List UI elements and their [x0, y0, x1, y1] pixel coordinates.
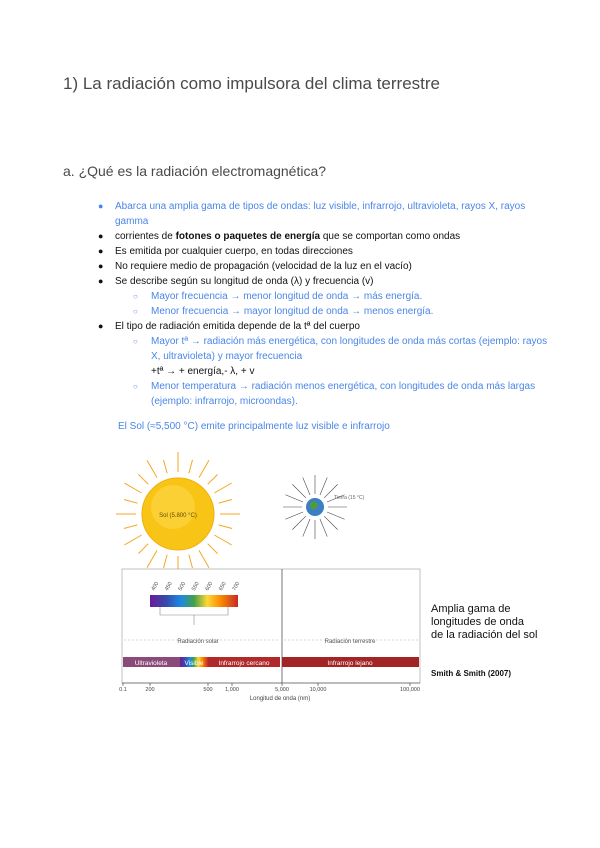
sun-ray: [189, 460, 193, 474]
earth-ray: [324, 516, 337, 529]
axis-tick-label: 200: [145, 687, 155, 693]
axis-tick-label: 5,000: [275, 687, 289, 693]
sun-illustration: [113, 449, 243, 579]
sub-bullet-text: Menor temperatura → radiación menos energética, con longitudes de onda más largas (ejemplo: infrarrojo, microondas).: [151, 381, 536, 407]
sub-bullet-text: Menor frecuencia → mayor longitud de onda → menos energía.: [151, 306, 434, 317]
band-label: Infrarrojo cercano: [218, 660, 270, 667]
sun-ray: [214, 483, 231, 493]
sun-ray: [147, 550, 157, 567]
bullet-dot-icon: ●: [98, 246, 104, 256]
sun-ray: [208, 544, 218, 554]
figure-caption: [431, 603, 537, 642]
spectrum-figure: [120, 567, 422, 702]
list-item: [98, 229, 548, 244]
bullet-circle-icon: ○: [133, 337, 138, 346]
bullet-list: [98, 199, 548, 409]
bullet-circle-icon: ○: [133, 292, 138, 301]
wavelength-tick-label: 600: [204, 581, 215, 592]
wavelength-tick-label: 400: [150, 581, 161, 592]
sun-ray: [208, 474, 218, 484]
wavelength-tick-label: 550: [191, 581, 201, 592]
earth-ray: [285, 512, 303, 519]
axis-ticks: [119, 683, 420, 693]
sun-ray: [219, 525, 233, 529]
earth-illustration: [280, 462, 370, 552]
visible-spectrum-bar: [150, 595, 238, 607]
list-item: [98, 274, 548, 289]
wavelength-tick-label: 500: [177, 581, 188, 592]
earth-ray: [303, 519, 310, 537]
bullet-text-bold: fotones o paquetes de energía: [175, 231, 321, 242]
earth-ray: [320, 477, 327, 495]
sun-ray: [124, 500, 138, 504]
sun-ray: [124, 535, 141, 545]
solar-label: Radiación solar: [177, 639, 219, 645]
sun-ray: [124, 525, 138, 529]
sun-ray: [199, 550, 209, 567]
wavelength-tick-label: 650: [218, 581, 228, 592]
sub-list-item: [98, 379, 548, 409]
band-label: Visible: [184, 660, 204, 667]
heading-2: a. ¿Qué es la radiación electromagnética?: [63, 163, 327, 179]
earth-ray: [320, 519, 327, 537]
sun-ray: [138, 474, 148, 484]
figure-credit: Smith & Smith (2007): [431, 669, 512, 678]
wavelength-tick-label: 450: [164, 581, 174, 592]
axis-tick-label: 500: [203, 687, 213, 693]
sun-ray: [219, 500, 233, 504]
sub-list-item: [98, 334, 548, 364]
bullet-dot-icon: ●: [98, 261, 104, 271]
list-item: [98, 319, 548, 334]
bullet-text: Abarca una amplia gama de tipos de ondas: luz visible, infrarrojo, ultravioleta, rayos X, rayos gamma: [115, 201, 526, 227]
earth-ray: [292, 516, 305, 529]
bullet-text-post: que se comportan como ondas: [320, 231, 461, 242]
bullet-dot-icon: ●: [98, 201, 104, 211]
sub-list-extra-line: +tª → + energía,- λ, + v: [151, 366, 255, 377]
bullet-text: Es emitida por cualquier cuerpo, en todas direcciones: [115, 246, 353, 257]
sun-ray: [147, 460, 157, 477]
earth-ray: [285, 495, 303, 502]
axis-tick-label: 1,000: [225, 687, 239, 693]
wavelength-tick-label: 700: [231, 581, 242, 592]
caption-line: de la radiación del sol: [431, 629, 538, 641]
earth-ray: [292, 484, 305, 497]
sub-bullet-text: Mayor frecuencia → menor longitud de onda → más energía.: [151, 291, 423, 302]
sub-list-item: [98, 304, 548, 319]
bullet-text: Se describe según su longitud de onda (λ) y frecuencia (v): [115, 276, 374, 287]
earth-label: Tierra (15 °C): [334, 495, 365, 501]
bullet-dot-icon: ●: [98, 276, 104, 286]
bullet-circle-icon: ○: [133, 307, 138, 316]
sun-ray: [138, 544, 148, 554]
list-item: [98, 259, 548, 274]
axis-tick-label: 10,000: [309, 687, 327, 693]
sub-list-item: [98, 289, 548, 304]
list-item: [98, 244, 548, 259]
bullet-dot-icon: ●: [98, 321, 104, 331]
sun-ray: [124, 483, 141, 493]
sun-ray: [164, 460, 168, 474]
sun-highlight: [151, 485, 195, 529]
list-item: [98, 199, 548, 229]
earth-ray: [327, 512, 345, 519]
sun-note: El Sol (≈5,500 °C) emite principalmente luz visible e infrarrojo: [118, 421, 390, 432]
sun-label: Sol (5.800 °C): [159, 513, 197, 519]
band-label: Infrarrojo lejano: [327, 660, 373, 667]
bullet-text: No requiere medio de propagación (velocidad de la luz en el vacío): [115, 261, 412, 272]
bullet-text: El tipo de radiación emitida depende de la tª del cuerpo: [115, 321, 360, 332]
axis-label: Longitud de onda (nm): [249, 696, 311, 702]
band-label: Ultravioleta: [134, 660, 168, 667]
axis-tick-label: 100,000: [400, 687, 420, 693]
sun-ray: [214, 535, 231, 545]
heading-1: 1) La radiación como impulsora del clima terrestre: [63, 74, 440, 93]
axis-tick-label: 0.1: [119, 687, 127, 693]
bullet-circle-icon: ○: [133, 382, 138, 391]
sub-bullet-text: Mayor tª → radiación más energética, con longitudes de onda más cortas (ejemplo: rayos X, ultravioleta) y mayor frecuencia: [151, 336, 548, 362]
earth-ray: [303, 477, 310, 495]
caption-line: Amplia gama de: [431, 603, 511, 615]
terrestrial-label: Radiación terrestre: [324, 639, 376, 645]
caption-line: longitudes de onda: [431, 616, 524, 628]
sun-ray: [199, 460, 209, 477]
bullet-text-pre: corrientes de: [115, 231, 176, 242]
bullet-dot-icon: ●: [98, 231, 104, 241]
